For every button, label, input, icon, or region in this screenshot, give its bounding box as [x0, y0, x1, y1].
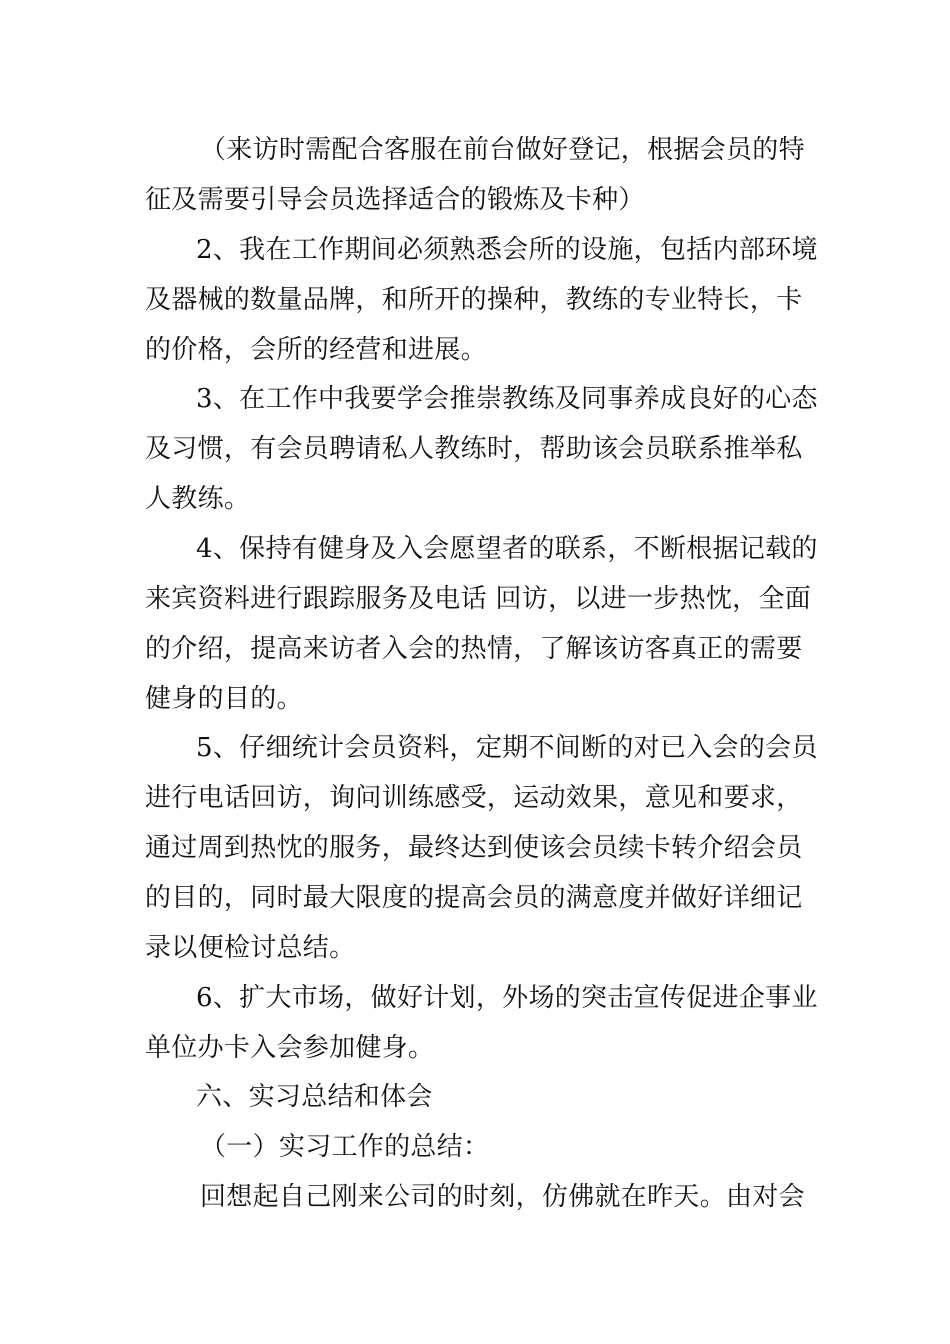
text-line: 人教练。 — [145, 484, 251, 514]
text-line: 3、在工作中我要学会推崇教练及同事养成良好的心态 — [196, 384, 818, 414]
text-line: 及习惯，有会员聘请私人教练时，帮助该会员联系推举私 — [145, 434, 803, 464]
text-line: 来宾资料进行跟踪服务及电话 回访，以进一步热忱，全面 — [145, 584, 812, 614]
section-heading: 六、实习总结和体会 — [196, 1082, 433, 1112]
text-line: 5、仔细统计会员资料，定期不间断的对已入会的会员 — [196, 733, 818, 763]
text-line: 进行电话回访，询问训练感受，运动效果，意见和要求， — [145, 783, 803, 813]
text-line: 录以便检讨总结。 — [145, 933, 356, 963]
text-line: 6、扩大市场，做好计划，外场的突击宣传促进企事业 — [196, 983, 818, 1013]
text-line: 健身的目的。 — [145, 684, 303, 714]
text-line: （来访时需配合客服在前台做好登记，根据会员的特 — [200, 135, 805, 165]
text-line: 2、我在工作期间必须熟悉会所的设施，包括内部环境 — [196, 235, 818, 265]
text-line: 4、保持有健身及入会愿望者的联系，不断根据记载的 — [196, 534, 818, 564]
text-line: 通过周到热忱的服务，最终达到使该会员续卡转介绍会员 — [145, 833, 803, 863]
text-line: 回想起自己刚来公司的时刻，仿佛就在昨天。由对会 — [200, 1182, 805, 1212]
text-line: 的价格，会所的经营和进展。 — [145, 335, 487, 365]
text-line: 的目的，同时最大限度的提高会员的满意度并做好详细记 — [145, 883, 803, 913]
text-line: 征及需要引导会员选择适合的锻炼及卡种） — [145, 185, 645, 215]
subsection-heading: （一）实习工作的总结： — [200, 1132, 490, 1162]
text-line: 单位办卡入会参加健身。 — [145, 1033, 435, 1063]
text-line: 及器械的数量品牌，和所开的操种，教练的专业特长，卡 — [145, 285, 803, 315]
text-line: 的介绍，提高来访者入会的热情，了解该访客真正的需要 — [145, 634, 803, 664]
